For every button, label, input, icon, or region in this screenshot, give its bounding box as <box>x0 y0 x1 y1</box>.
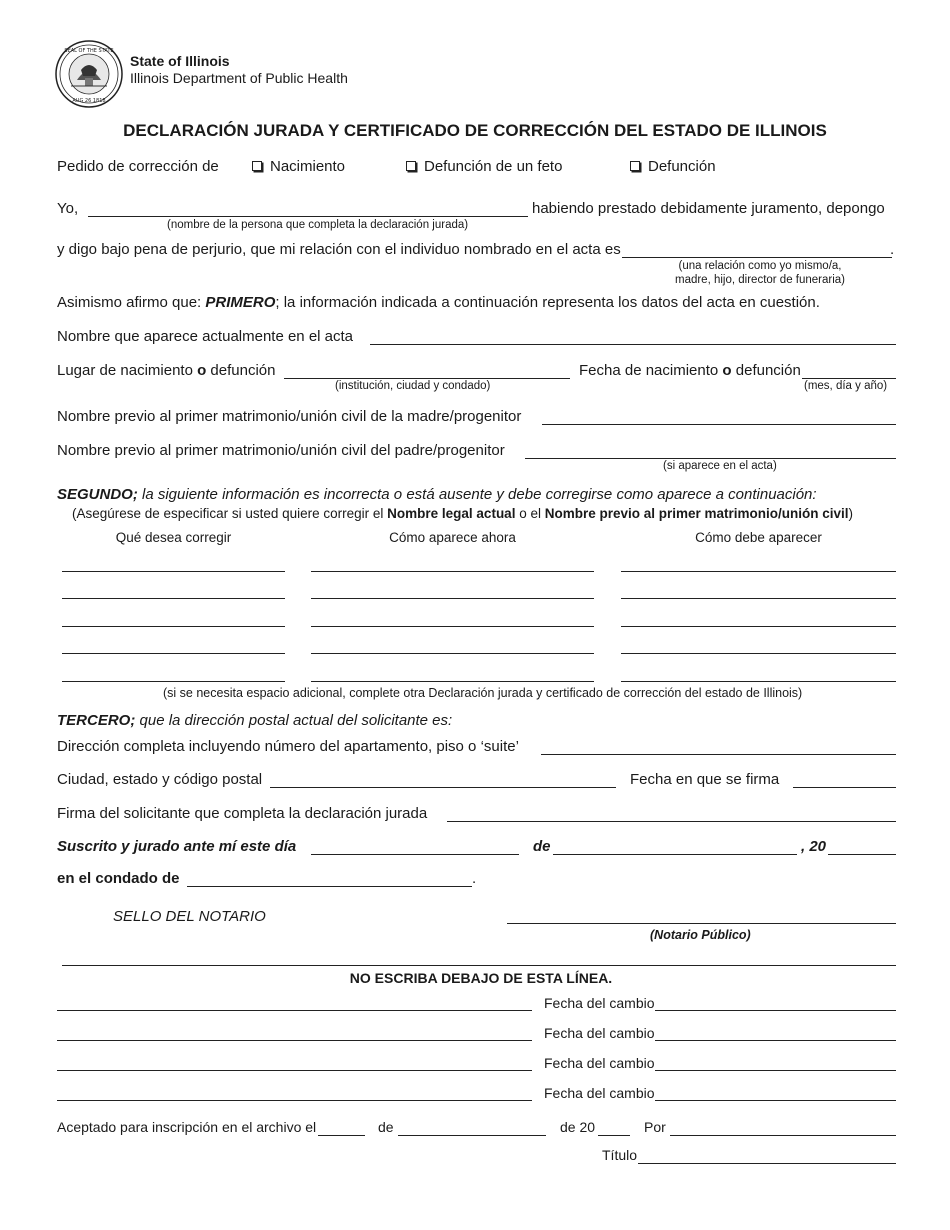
correction-should-field[interactable] <box>621 653 896 654</box>
office-entry-field[interactable] <box>57 1100 532 1101</box>
sworn-day-field[interactable] <box>311 854 519 855</box>
current-name-field[interactable] <box>370 344 896 345</box>
accepted-month-field[interactable] <box>398 1135 546 1136</box>
relation-hint-1: (una relación como yo mismo/a, <box>678 260 842 272</box>
name-hint: (nombre de la persona que completa la declaración jurada) <box>167 219 469 231</box>
accepted-year-label: de 20 <box>560 1119 596 1135</box>
segundo-note: (Asegúrese de especificar si usted quiere corregir el Nombre legal actual o el Nombre previo al primer matrimonio/unión civil) <box>72 506 854 521</box>
date-label: Fecha de nacimiento o defunción <box>579 362 801 379</box>
state-seal <box>55 40 123 108</box>
segundo-statement: SEGUNDO; la siguiente información es incorrecta o está ausente y debe corregirse como aparece a continuación: <box>57 486 817 503</box>
address-label: Dirección completa incluyendo número del apartamento, piso o ‘suite’ <box>57 738 519 755</box>
office-entry-field[interactable] <box>57 1040 532 1041</box>
checkbox-defuncion-feto[interactable]: Defunción de un feto <box>406 158 562 175</box>
relation-hint-2: madre, hijo, director de funeraria) <box>674 274 846 286</box>
extra-space-note: (si se necesita espacio adicional, complete otra Declaración jurada y certificado de corrección del estado de Illinois) <box>163 686 803 700</box>
column-what: Qué desea corregir <box>115 530 232 545</box>
tercero-statement: TERCERO; que la dirección postal actual del solicitante es: <box>57 712 453 729</box>
mother-name-label: Nombre previo al primer matrimonio/unión civil de la madre/progenitor <box>57 408 522 425</box>
address-field[interactable] <box>541 754 896 755</box>
correction-current-field[interactable] <box>311 571 594 572</box>
notary-seal-label: SELLO DEL NOTARIO <box>113 908 266 925</box>
notary-signature-field[interactable] <box>507 923 896 924</box>
checkbox-defuncion[interactable]: Defunción <box>630 158 716 175</box>
father-name-label: Nombre previo al primer matrimonio/unión civil del padre/progenitor <box>57 442 505 459</box>
checkbox-icon <box>406 161 416 171</box>
oath-after-name: habiendo prestado debidamente juramento, depongo <box>532 200 885 217</box>
place-label: Lugar de nacimiento o defunción <box>57 362 276 379</box>
correction-current-field[interactable] <box>311 598 594 599</box>
sworn-de: de <box>533 838 551 855</box>
signature-label: Firma del solicitante que completa la declaración jurada <box>57 805 428 822</box>
title-field[interactable] <box>638 1163 896 1164</box>
svg-text:SEAL OF THE STATE: SEAL OF THE STATE <box>64 48 114 54</box>
relation-period: . <box>890 241 895 258</box>
change-date-label: Fecha del cambio <box>544 1055 655 1071</box>
correction-what-field[interactable] <box>62 598 285 599</box>
correction-should-field[interactable] <box>621 571 896 572</box>
accepted-by-field[interactable] <box>670 1135 896 1136</box>
correction-should-field[interactable] <box>621 598 896 599</box>
header-state: State of Illinois <box>130 53 230 69</box>
office-warning: NO ESCRIBA DEBAJO DE ESTA LÍNEA. <box>349 970 613 986</box>
accepted-by-label: Por <box>644 1119 666 1135</box>
correction-should-field[interactable] <box>621 626 896 627</box>
mother-name-field[interactable] <box>542 424 896 425</box>
county-field[interactable] <box>187 886 472 887</box>
change-date-field[interactable] <box>655 1100 896 1101</box>
office-entry-field[interactable] <box>57 1070 532 1071</box>
notary-public-label: (Notario Público) <box>650 928 751 942</box>
city-field[interactable] <box>270 787 616 788</box>
change-date-label: Fecha del cambio <box>544 1085 655 1101</box>
accepted-de: de <box>378 1119 394 1135</box>
correction-what-field[interactable] <box>62 571 285 572</box>
divider-line <box>62 965 896 966</box>
change-date-field[interactable] <box>655 1040 896 1041</box>
current-name-label: Nombre que aparece actualmente en el acta <box>57 328 354 345</box>
relation-field[interactable] <box>622 257 892 258</box>
oath-yo: Yo, <box>57 200 79 217</box>
declarant-name-field[interactable] <box>88 216 528 217</box>
office-entry-field[interactable] <box>57 1010 532 1011</box>
county-label: en el condado de <box>57 870 180 887</box>
primero-statement: Asimismo afirmo que: PRIMERO; la información indicada a continuación representa los datos del acta en cuestión. <box>57 294 820 311</box>
county-period: . <box>472 870 477 887</box>
header-department: Illinois Department of Public Health <box>130 70 348 86</box>
correction-current-field[interactable] <box>311 681 594 682</box>
place-field[interactable] <box>284 378 570 379</box>
correction-what-field[interactable] <box>62 681 285 682</box>
sworn-year-label: , 20 <box>801 838 827 855</box>
city-label: Ciudad, estado y código postal <box>57 771 263 788</box>
accepted-year-field[interactable] <box>598 1135 630 1136</box>
svg-text:AUG 26 1818: AUG 26 1818 <box>72 98 106 104</box>
title-label: Título <box>602 1147 638 1163</box>
accepted-label: Aceptado para inscripción en el archivo el <box>57 1119 317 1135</box>
if-in-record-hint: (si aparece en el acta) <box>663 460 777 472</box>
checkbox-icon <box>630 161 640 171</box>
sworn-label: Suscrito y jurado ante mí este día <box>57 838 297 855</box>
column-should: Cómo debe aparecer <box>695 530 822 545</box>
correction-what-field[interactable] <box>62 653 285 654</box>
date-hint: (mes, día y año) <box>804 380 888 392</box>
sworn-month-field[interactable] <box>553 854 797 855</box>
accepted-day-field[interactable] <box>318 1135 365 1136</box>
change-date-field[interactable] <box>655 1070 896 1071</box>
correction-should-field[interactable] <box>621 681 896 682</box>
checkbox-nacimiento[interactable]: Nacimiento <box>252 158 345 175</box>
sign-date-label: Fecha en que se firma <box>630 771 780 788</box>
signature-field[interactable] <box>447 821 896 822</box>
sign-date-field[interactable] <box>793 787 896 788</box>
date-field[interactable] <box>802 378 896 379</box>
page-title: DECLARACIÓN JURADA Y CERTIFICADO DE CORRECCIÓN DEL ESTADO DE ILLINOIS <box>123 121 827 140</box>
column-current: Cómo aparece ahora <box>389 530 516 545</box>
change-date-label: Fecha del cambio <box>544 1025 655 1041</box>
place-hint: (institución, ciudad y condado) <box>335 380 491 392</box>
checkbox-icon <box>252 161 262 171</box>
correction-what-field[interactable] <box>62 626 285 627</box>
correction-current-field[interactable] <box>311 653 594 654</box>
change-date-label: Fecha del cambio <box>544 995 655 1011</box>
correction-current-field[interactable] <box>311 626 594 627</box>
change-date-field[interactable] <box>655 1010 896 1011</box>
request-label: Pedido de corrección de <box>57 158 219 175</box>
sworn-year-field[interactable] <box>828 854 896 855</box>
father-name-field[interactable] <box>525 458 896 459</box>
relation-text: y digo bajo pena de perjurio, que mi relación con el individuo nombrado en el acta es <box>57 241 621 258</box>
